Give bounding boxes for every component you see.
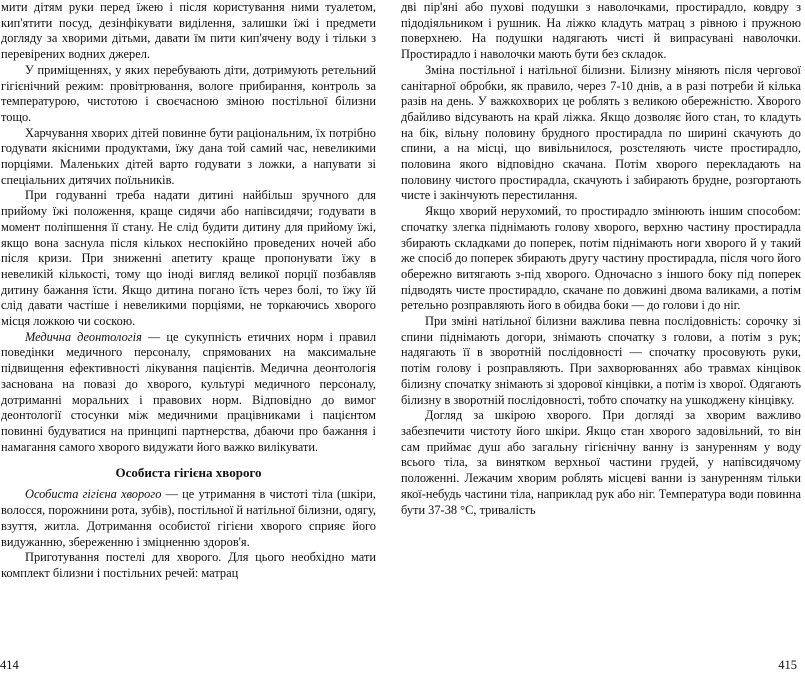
paragraph: При годуванні треба надати дитині найбільш зручного для прийому їжі положення, краще сидячи або напівсидячи; годувати в момент поліпшення її стану. Не слід будити дитину для прийому їжі, якщо вона заснула після кількох неспокійно проведених ночей або після кризи. При зниженні апетиту краще пропонувати їжу в невеликій кількості, тому що іноді вигляд великої порції позбавляв дитину бажання їсти. Якщо дитина погано їсть через болі, то їжу їй слід давати частіше і невеликими порціями, не торкаючись хворого місця ложкою чи соскою.: [1, 188, 376, 329]
right-page: [401, 0, 801, 678]
left-page-text-column: [1, 0, 376, 582]
page-number-left: 414: [0, 658, 19, 672]
paragraph: Якщо хворий нерухомий, то простирадло змінюють іншим способом: спочатку злегка піднімають голову хворого, верхню частину простирадла збирають складками до поперек, потім піднімають ноги хворого й у такий же спосіб до поперек збирають другу частину простирадла, після чого його обережно витягають з-під хворого. Одночасно з іншого боку під поперек підводять чисте простирадло, скачане по довжині двома валиками, а потім ретельно розправляють його в обидва боки — до голови і до ніг.: [401, 204, 801, 313]
paragraph: Харчування хворих дітей повинне бути раціональним, їх потрібно годувати якісними продуктами, їжу дана той самий час, невеликими порціями. Маленьких дітей варто годувати з ложки, а напувати зі спеціальних дитячих поїльників.: [1, 125, 376, 187]
paragraph: мити дітям руки перед їжею і після користування ними туалетом, кип'ятити посуд, дезінфікувати виділення, залишки їжі і предмети догляду за хворими дітьми, давати їм пити кип'ячену воду і тільки з перевірених водних джерел.: [1, 0, 376, 62]
hygiene-text: — це утримання в чистоті тіла (шкіри, волосся, порожнини рота, зубів), постільної й натільної білизни, одягу, взуття, житла. Дотримання особистої гігієни хворого сприяє його видужанню, збереженню і зміцненню здоров'я.: [1, 487, 376, 549]
paragraph: При зміні натільної білизни важлива певна послідовність: сорочку зі спини піднімають догори, знімають спочатку з голови, а потім з рук; надягають її в зворотній послідовності — спочатку просовують руки, потім голову і розправляють. При захворюваннях або травмах кінцівок білизну спочатку знімають зі здорової кінцівки, а потім із хворої. Одягають білизну в зворотній послідовності, тобто спочатку на ушкоджену кінцівку.: [401, 314, 801, 407]
deontology-paragraph: [1, 330, 376, 456]
left-page: [0, 0, 396, 678]
paragraph: Приготування постелі для хворого. Для цього необхідно мати комплект білизни і постільних речей: матрац: [1, 550, 376, 580]
paragraph: Догляд за шкірою хворого. При догляді за хворим важливо забезпечити чистоту його шкіри. Якщо стан хворого задовільний, то він сам приймає душ або загальну гігієнічну ванну із зануренням у воду всього тіла, за винятком верхньої частини грудей, у напівсидячому положенні. Лежачим хворим роблять місцеві ванни із зануренням тільки якої-небудь частини тіла, наприклад рук або ніг. Температура води повинна бути 37-38 °С, тривалість: [401, 408, 801, 517]
section-heading: Особиста гігієна хворого: [115, 465, 262, 481]
deontology-text: — це сукупність етичних норм і правил поведінки медичного персоналу, спрямованих на максимальне підвищення ефективності лікування пацієнтів. Медична деонтологія заснована на повазі до хворого, культурі медичного персоналу, дотриманні моральних і правових норм. Відповідно до вимог деонтології стосунки між медичними працівниками і пацієнтом повинні будуватися на принципі партнерства, дбаючи про бажання і намагання самого хворого видужати його важко вилікувати.: [1, 329, 376, 454]
paragraph: дві пір'яні або пухові подушки з наволочками, простирадло, ковдру з підодіяльником і рушник. На ліжко кладуть матрац з рівною і пружною поверхнею. На подушки надягають чисті й випрасувані наволочки. Простирадло і наволочки мають бути без складок.: [401, 0, 801, 62]
paragraph: Зміна постільної і натільної білизни. Білизну міняють після чергової санітарної обробки, як правило, через 7-10 днів, а в разі потреби й кілька разів на день. У важкохворих це роблять з великою обережністю. Хворого дбайливо відсувають на край ліжка. Якщо дозволяє його стан, то кладуть на бік, вільну половину брудного простирадла по ширині скачують до спини, а на місці, що вивільнилося, розстеляють чисте простирадло, половина якого відповідно скачана. Потім хворого перекладають на половину чистого простирадла, скачують і забирають брудне, розгортають чисте і закінчують перестилання.: [401, 62, 801, 203]
hygiene-term: Особиста гігієна хворого: [25, 487, 162, 502]
right-page-text-column: [401, 0, 801, 518]
deontology-term: Медична деонтологія: [25, 329, 142, 344]
hygiene-paragraph: [1, 487, 376, 550]
page-number-right: 415: [778, 658, 797, 672]
paragraph: У приміщеннях, у яких перебувають діти, дотримують ретельний гігієнічний режим: провітрювання, вологе прибирання, контроль за температурою, чистотою і своєчасною зміною постільної білизни тощо.: [1, 62, 376, 124]
